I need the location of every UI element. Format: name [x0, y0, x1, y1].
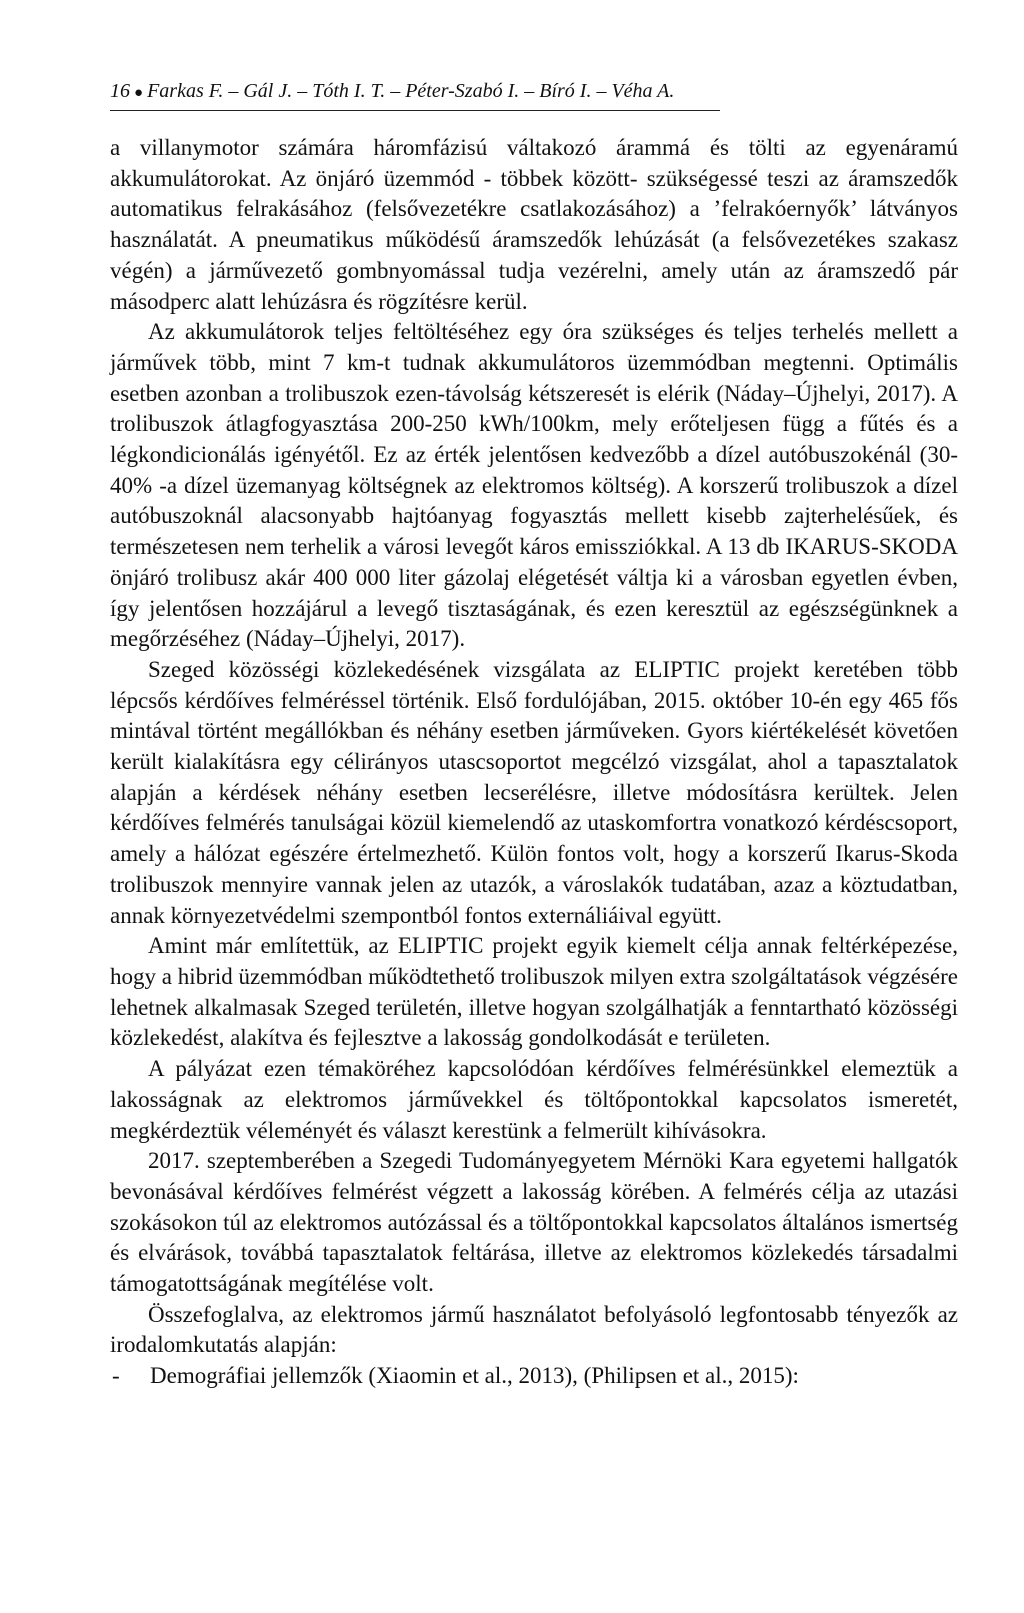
paragraph-7: Összefoglalva, az elektromos jármű használatot befolyásoló legfontosabb tényezők az irodalomkutatás alapján: — [110, 1301, 958, 1358]
paragraph-2: Az akkumulátorok teljes feltöltéséhez egy óra szükséges és teljes terhelés mellett a járművek több, mint 7 km-t tudnak akkumulátoros üzemmódban megtenni. Optimális esetben azonban a trolibuszok ezen-távolság kétszeresét is elérik (Náday–Újhelyi, 2017). A trolibuszok átlagfogyasztása 200-250 kWh/100km, mely erőteljesen függ a fűtés és a légkondicionálás igényétől. Ez az érték jelentősen kedvezőbb a dízel autóbuszokénál (30-40% -a dízel üzemanyag költségnek az elektromos költség). A korszerű trolibuszok a dízel autóbuszoknál alacsonyabb hajtóanyag fogyasztás mellett kisebb zajterhelésűek, és természetesen nem terhelik a városi levegőt káros emissziókkal. A 13 db IKARUS-SKODA önjáró trolibusz akár 400 000 liter gázolaj elégetését váltja ki a városban egyetlen évben, így jelentősen hozzájárul a levegő tisztaságának, és ezen keresztül az egészségünknek a megőrzéséhez (Náday–Újhelyi, 2017). — [110, 319, 958, 652]
author-list: Farkas F. – Gál J. – Tóth I. T. – Péter-Szabó I. – Bíró I. – Véha A. — [147, 80, 675, 102]
list-marker: - — [112, 1363, 120, 1389]
paragraph-1: a villanymotor számára háromfázisú váltakozó árammá és tölti az egyenáramú akkumulátorokat. Az önjáró üzemmód - többek között- szükségessé teszi az áramszedők automatikus felrakásához (felsővezetékre csatlakozásához) a ’felrakóernyők’ látványos használatát. A pneumatikus működésű áramszedők lehúzását (a felsővezetékes szakasz végén) a járművezető gombnyomással tudja vezérelni, amely után az áramszedő pár másodperc alatt lehúzásra és rögzítésre kerül. — [110, 135, 958, 314]
bullet-separator-icon: ● — [134, 85, 144, 101]
paragraph-4: Amint már említettük, az ELIPTIC projekt egyik kiemelt célja annak feltérképezése, hogy a hibrid üzemmódban működtethető trolibuszok milyen extra szolgáltatások végzésére lehetnek alkalmasak Szeged területén, illetve hogyan szolgálhatják a fenntartható közösségi közlekedést, alakítva és fejlesztve a lakosság gondolkodását e területen. — [110, 933, 958, 1051]
body-text — [110, 133, 958, 1392]
paragraph-6: 2017. szeptemberében a Szegedi Tudományegyetem Mérnöki Kara egyetemi hallgatók bevonásával kérdőíves felmérést végzett a lakosság körében. A felmérés célja az utazási szokásokon túl az elektromos autózással és a töltőpontokkal kapcsolatos általános ismertség és elvárások, továbbá tapasztalatok feltárása, illetve az elektromos közlekedés társadalmi támogatottságának megítélése volt. — [110, 1148, 958, 1297]
list-item-text: Demográfiai jellemzők (Xiaomin et al., 2013), (Philipsen et al., 2015): — [150, 1363, 799, 1389]
page-number: 16 — [110, 80, 130, 102]
paragraph-5: A pályázat ezen témaköréhez kapcsolódóan kérdőíves felmérésünkkel elemeztük a lakosságnak az elektromos járművekkel és töltőpontokkal kapcsolatos ismeretét, megkérdeztük véleményét és választ kerestünk a felmerült kihívásokra. — [110, 1056, 958, 1143]
list-item — [110, 1361, 958, 1392]
running-header — [110, 78, 720, 111]
document-page — [110, 78, 958, 1392]
paragraph-3: Szeged közösségi közlekedésének vizsgálata az ELIPTIC projekt keretében több lépcsős kérdőíves felméréssel történik. Első fordulójában, 2015. október 10-én egy 465 fős mintával történt megállókban és néhány esetben járműveken. Gyors kiértékelését követően került kialakításra egy célirányos utascsoportot megcélzó vizsgálat, ahol a tapasztalatok alapján a kérdések néhány esetben lecserélésre, illetve módosításra kerültek. Jelen kérdőíves felmérés tanulságai közül kiemelendő az utaskomfortra vonatkozó kérdéscsoport, amely a hálózat egészére értelmezhető. Külön fontos volt, hogy a korszerű Ikarus-Skoda trolibuszok mennyire vannak jelen az utazók, a városlakók tudatában, azaz a köztudatban, annak környezetvédelmi szempontból fontos externáliáival együtt. — [110, 656, 958, 928]
